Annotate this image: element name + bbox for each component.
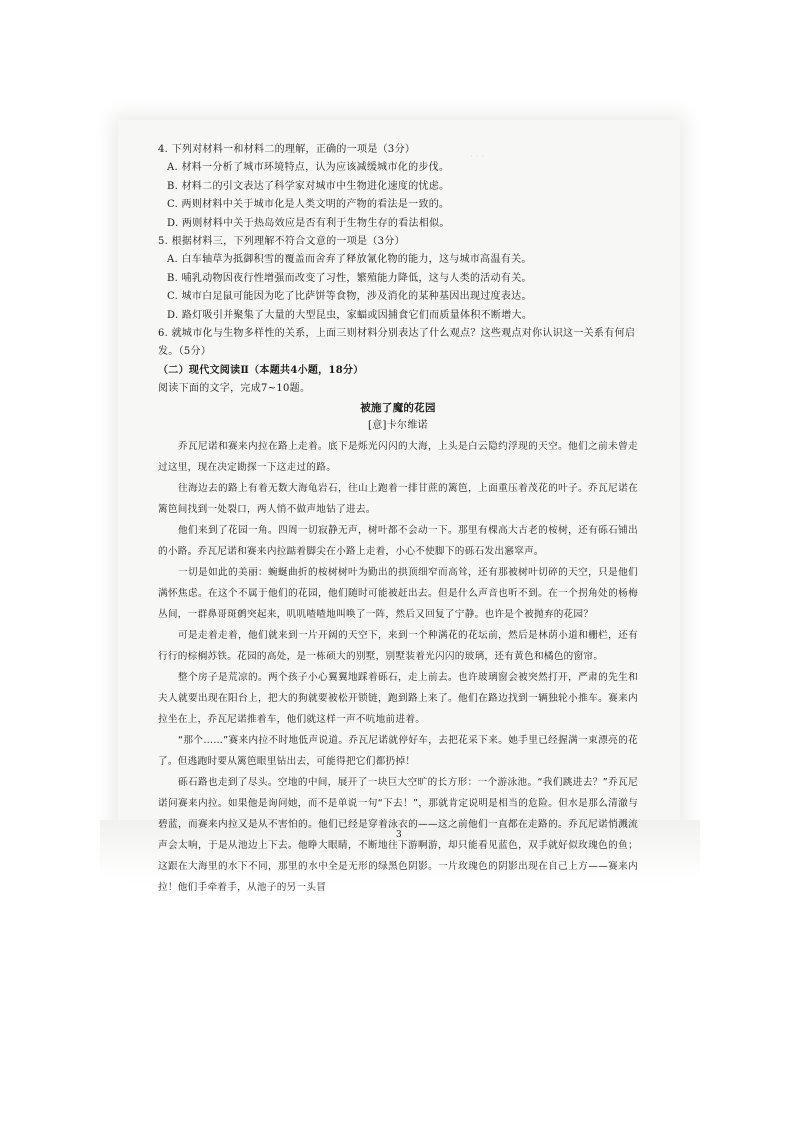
question-4-option-c: C. 两则材料中关于城市化是人类文明的产物的看法是一致的。 (167, 199, 450, 211)
story-paragraph: 可是走着走着，他们就来到一片开阔的天空下，来到一个种满花的花坛前，然后是林荫小道和栅栏，还有行行的棕榈苏铁。花园的高处，是一栋硕大的别墅，别墅装着光闪闪的玻璃，还有黄色和橘色的窗帘。 (158, 629, 638, 662)
section-heading: （二）现代文阅读Ⅱ（本题共4小题，18分） (158, 364, 364, 376)
section-instruction: 阅读下面的文字，完成7~10题。 (158, 383, 311, 395)
question-5-option-b: B. 哺乳动物因夜行性增强而改变了习性，繁殖能力降低，这与人类的活动有关。 (167, 272, 532, 284)
story-paragraph: 整个房子是荒凉的。两个孩子小心翼翼地踩着砾石，走上前去。也许玻璃窗会被突然打开，严肃的先生和夫人就要出现在阳台上，把大的狗就要被松开锁链，跑到路上来了。他们在路边找到一辆独轮小推车。赛来内拉坐在上，乔瓦尼诺推着车，他们就这样一声不吭地前进着。 (158, 671, 638, 725)
question-4-option-a: A. 材料一分析了城市环境特点，认为应该减缓城市化的步伐。 (167, 162, 450, 174)
story-author: [意]卡尔维诺 (368, 420, 428, 432)
question-6-line-2: 发。（5分） (158, 346, 212, 358)
question-6-line-1: 6. 就城市化与生物多样性的关系，上面三则材料分别表达了什么观点？这些观点对你认识这一关系有何启 (158, 328, 636, 340)
page-number: 3 (396, 830, 402, 840)
story-title: 被施了魔的花园 (360, 401, 436, 414)
story-paragraph: 乔瓦尼诺和赛来内拉在路上走着。底下是烁光闪闪的大海，上头是白云隐约浮现的天空。他们之前未曾走过这里，现在决定勘探一下这走过的路。 (158, 440, 638, 473)
story-paragraph: “那个……”赛来内拉不时地低声说道。乔瓦尼诺就停好车，去把花采下来。她手里已经握满一束漂亮的花了。但逃跑时要从篱笆眼里钻出去，可能得把它们都扔掉！ (158, 734, 638, 767)
story-paragraph: 往海边去的路上有着无数大海龟岩石，往山上跑着一排甘蔗的篱笆，上面重压着茂花的叶子。乔瓦尼诺在篱笆间找到一处裂口，两人悄不做声地钻了进去。 (158, 482, 638, 515)
question-4-option-d: D. 两则材料中关于热岛效应是否有利于生物生存的看法相似。 (167, 217, 450, 229)
story-paragraph: 一切是如此的美丽：蜿蜒曲折的桉树树叶为勤出的拱顶细窄而高耸，还有那被树叶切碎的天空，只是他们满怀焦虑。在这个不属于他们的花园，他们随时可能被赶出去。但是什么声音也听不到。在一个拐角处的杨梅丛间，一群鼻哥斑鹩突起来，叽叽喳喳地叫唤了一阵，然后又回复了宁静。也许是个被抛弃的花园？ (158, 566, 638, 620)
exam-document (158, 141, 638, 898)
story-paragraph: 他们来到了花园一角。四周一切寂静无声，树叶都不会动一下。那里有棵高大古老的桉树，还有砾石铺出的小路。乔瓦尼诺和赛来内拉踮着脚尖在小路上走着，小心不使脚下的砾石发出窸窣声。 (158, 524, 638, 557)
bleed-through-marks: · · · (470, 152, 485, 162)
story-body (158, 436, 638, 898)
question-5-stem: 5. 根据材料三，下列理解不符合文意的一项是（3分） (158, 236, 405, 248)
question-5-option-a: A. 白车轴草为抵御积雪的覆盖而舍弃了释放氰化物的能力，这与城市高温有关。 (167, 254, 532, 266)
question-5-option-c: C. 城市白足鼠可能因为吃了比萨饼等食物，涉及消化的某种基因出现过度表达。 (167, 291, 532, 303)
question-4-stem: 4. 下列对材料一和材料二的理解，正确的一项是（3分） (158, 144, 416, 155)
question-5-option-d: D. 路灯吸引并聚集了大量的大型昆虫，家蝠或因捕食它们而质量体积不断增大。 (167, 309, 533, 321)
question-4-option-b: B. 材料二的引文表达了科学家对城市中生物进化速度的忧虑。 (167, 180, 450, 192)
story-paragraph: 砾石路也走到了尽头。空地的中间，展开了一块巨大空旷的长方形：一个游泳池。“我们跳进去？”乔瓦尼诺问赛来内拉。如果他是询问她，而不是单说一句“下去！”，那就肯定说明是相当的危险。但水是那么清澈与碧蓝，而赛来内拉又是从不害怕的。他们已经是穿着泳衣的——这之前他们一直都在走路的。乔瓦尼诺悄溅流声会太响，于是从池边上下去。他睁大眼睛，不断地往下游啊游，却只能看见蓝色，双手就好似玫瑰色的鱼；这跟在大海里的水下不同，那里的水中全是无形的绿黑色阴影。一片玫瑰色的阴影出现在自己上方——赛来内拉！他们手牵着手，从池子的另一头冒 (158, 776, 638, 893)
